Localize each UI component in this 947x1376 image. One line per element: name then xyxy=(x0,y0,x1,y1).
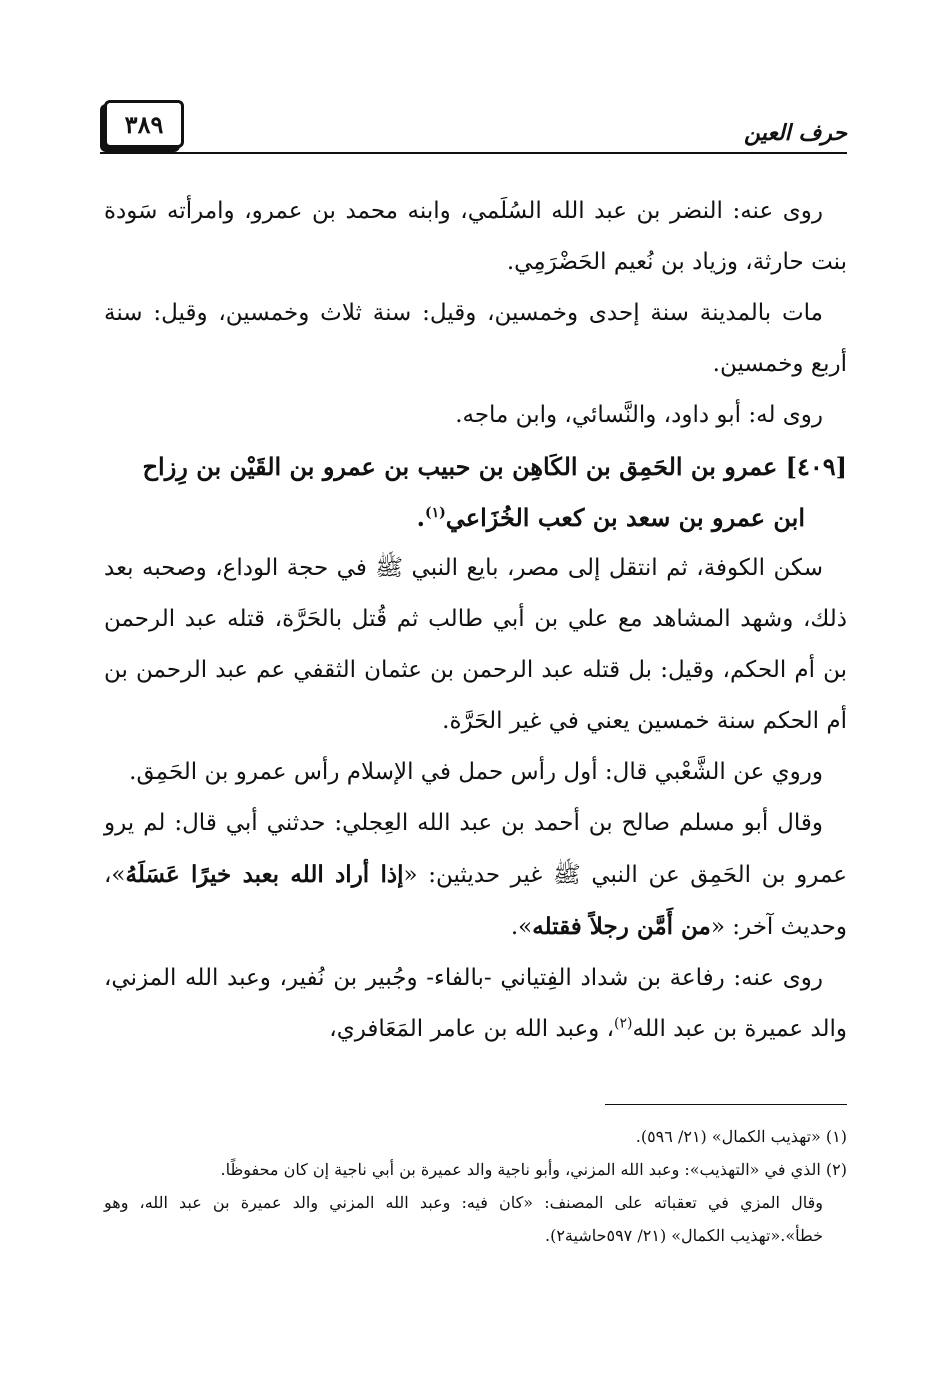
footnote-1: (١) «تهذيب الكمال» (٢١/ ٥٩٦). xyxy=(635,1127,847,1146)
paragraph-death: مات بالمدينة سنة إحدى وخمسين، وقيل: سنة ثلاث وخمسين، وقيل: سنة أربع وخمسين. xyxy=(104,300,847,377)
footnote-separator xyxy=(605,1104,847,1105)
hadith-1: إذا أراد الله بعبد خيرًا عَسَلَهُ xyxy=(125,861,404,888)
entry-heading-line2-wrap xyxy=(104,492,847,543)
ijli-text-b: »، وحديث آخر: « xyxy=(104,862,847,940)
running-title: حرف العين xyxy=(743,120,847,146)
paragraph-narrators: روى عنه: النضر بن عبد الله السُلَمي، وابنه محمد بن عمرو، وامرأته سَودة بنت حارثة، وزياد بن نُعيم الحَضْرَمِي. xyxy=(104,198,847,275)
paragraph-shabi: وروي عن الشَّعْبي قال: أول رأس حمل في الإسلام رأس عمرو بن الحَمِق. xyxy=(129,759,823,785)
narrators-text-a: روى عنه: رفاعة بن شداد الفِتياني -بالفاء- وجُبير بن نُفير، وعبد الله المزني، والد عميرة بن عبد الله xyxy=(104,965,847,1042)
paragraph-ijli xyxy=(104,798,847,953)
entry-heading-end: . xyxy=(416,503,425,532)
ijli-text-a: وقال أبو مسلم صالح بن أحمد بن عبد الله العِجلي: حدثني أبي قال: لم يرو عمرو بن الحَمِق عن النبي ﷺ غير حديثين: « xyxy=(104,810,847,888)
hadith-2: من أَمَّن رجلاً فقتله xyxy=(532,913,711,940)
entry-heading-line1: [٤٠٩] عمرو بن الحَمِق بن الكَاهِن بن حبيب بن عمرو بن القَيْن بن رِزاح xyxy=(142,452,847,481)
paragraph-narrators-2 xyxy=(104,953,847,1055)
footnote-2-line2: وقال المزي في تعقباته على المصنف: «كان فيه: وعبد الله المزني والد عميرة بن عبد الله، وهو خطأ».«تهذيب الكمال» (٢١/ ٥٩٧حاشية٢). xyxy=(104,1193,823,1245)
entry-heading-line2: ابن عمرو بن سعد بن كعب الخُزَاعي xyxy=(445,503,805,532)
footnote-marker-1: (١) xyxy=(424,505,446,521)
footnote-2-line1: (٢) الذي في «التهذيب»: وعبد الله المزني، وأبو ناجية والد عميرة بن أبي ناجية إن كان محفوظًا. xyxy=(220,1160,847,1179)
page-number-box xyxy=(104,100,184,148)
page-header xyxy=(100,98,847,154)
entry-heading xyxy=(104,441,847,543)
paragraph-narrated-by: روى له: أبو داود، والنَّسائي، وابن ماجه. xyxy=(455,402,823,428)
ijli-text-c: ». xyxy=(510,914,533,940)
footnotes xyxy=(104,1120,847,1252)
main-text xyxy=(104,186,847,1055)
narrators-text-b: ، وعبد الله بن عامر المَعَافري، xyxy=(329,1016,615,1042)
footnote-marker-2: (٢) xyxy=(614,1015,633,1032)
page-number: ٣٨٩ xyxy=(124,109,164,139)
header-rule xyxy=(100,152,847,154)
paragraph-biography: سكن الكوفة، ثم انتقل إلى مصر، بايع النبي ﷺ في حجة الوداع، وصحبه بعد ذلك، وشهد المشاهد مع علي بن أبي طالب ثم قُتل بالحَرَّة، قتله عبد الرحمن بن أم الحكم، وقيل: بل قتله عبد الرحمن بن عثمان الثقفي عم عبد الرحمن بن أم الحكم سنة خمسين يعني في غير الحَرَّة. xyxy=(104,555,847,734)
